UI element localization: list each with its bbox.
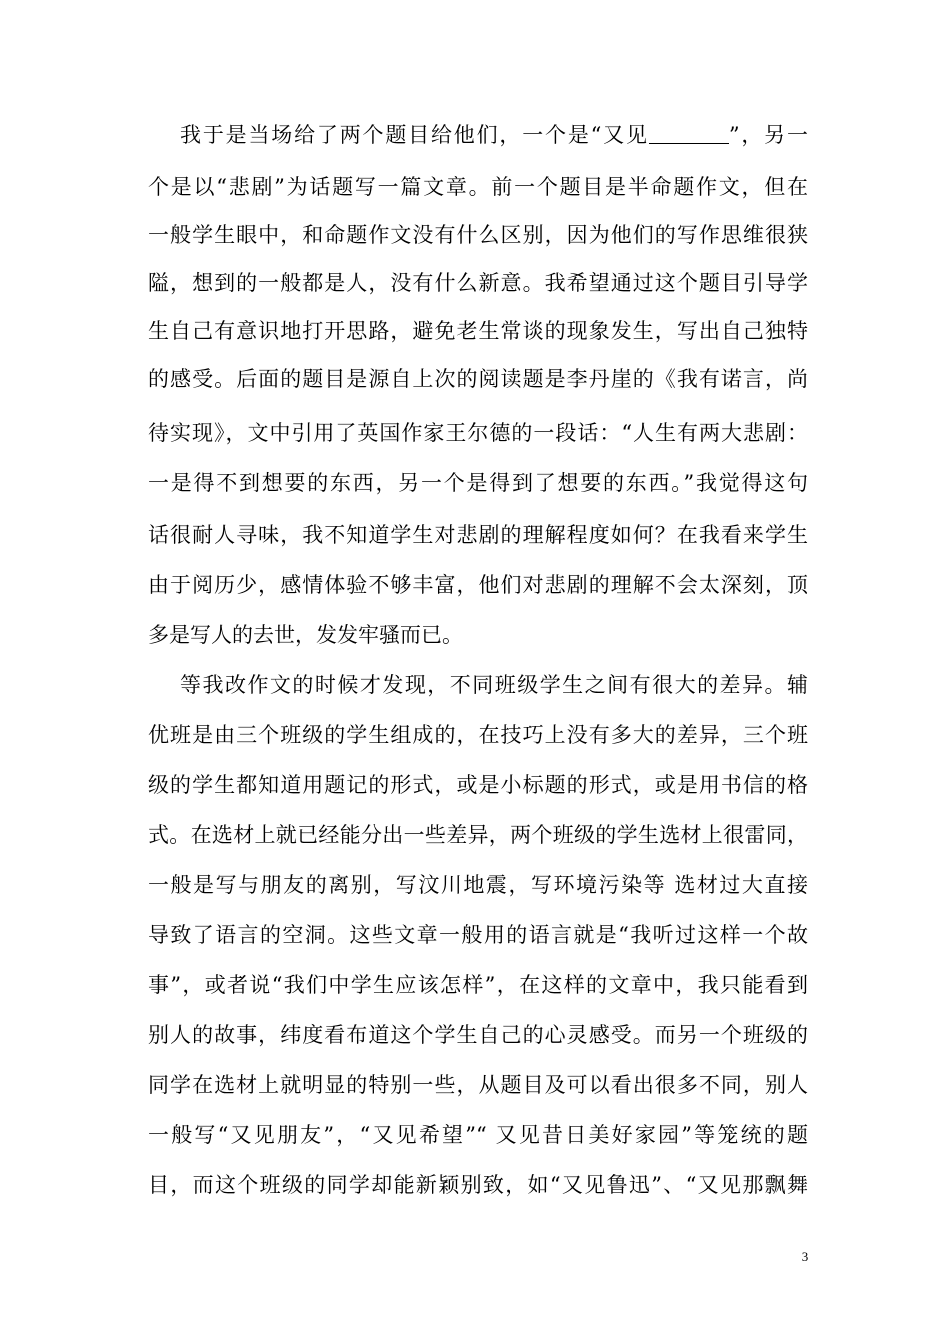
paragraph-1-line-11: 多是写人的去世，发发牢骚而已。 (148, 623, 463, 647)
text-after-blank: ”，另一 (728, 123, 808, 147)
paragraph-2-line-3: 级的学生都知道用题记的形式，或是小标题的形式，或是用书信的格 (148, 773, 808, 797)
fill-in-blank (649, 125, 729, 144)
paragraph-1-line-5: 生自己有意识地打开思路，避免老生常谈的现象发生，写出自己独特 (148, 319, 808, 343)
paragraph-2-line-6: 导致了语言的空洞。这些文章一般用的语言就是“我听过这样一个故 (148, 923, 808, 947)
paragraph-1-line-1 (180, 120, 808, 150)
paragraph-1-line-7: 待实现》，文中引用了英国作家王尔德的一段话：“人生有两大悲剧： (148, 421, 808, 445)
text-before-blank: 我于是当场给了两个题目给他们，一个是“又见 (180, 123, 649, 147)
page-number: 3 (801, 1249, 809, 1264)
paragraph-1-line-6: 的感受。后面的题目是源自上次的阅读题是李丹崖的《我有诺言，尚 (148, 367, 808, 391)
paragraph-2-line-8: 别人的故事，纬度看布道这个学生自己的心灵感受。而另一个班级的 (148, 1023, 808, 1047)
paragraph-1-line-4: 隘，想到的一般都是人，没有什么新意。我希望通过这个题目引导学 (148, 271, 808, 295)
paragraph-2-line-2: 优班是由三个班级的学生组成的，在技巧上没有多大的差异，三个班 (148, 723, 808, 747)
paragraph-2-line-7: 事”，或者说“我们中学生应该怎样”，在这样的文章中，我只能看到 (148, 973, 808, 997)
paragraph-1-line-3: 一般学生眼中，和命题作文没有什么区别，因为他们的写作思维很狭 (148, 223, 808, 247)
paragraph-1-line-8: 一是得不到想要的东西，另一个是得到了想要的东西。”我觉得这句 (148, 471, 808, 495)
paragraph-2-line-4: 式。在选材上就已经能分出一些差异，两个班级的学生选材上很雷同， (148, 823, 808, 847)
paragraph-1-line-10: 由于阅历少，感情体验不够丰富，他们对悲剧的理解不会太深刻，顶 (148, 573, 808, 597)
paragraph-1-line-9: 话很耐人寻味，我不知道学生对悲剧的理解程度如何？在我看来学生 (148, 523, 808, 547)
paragraph-2-line-10: 一般写“又见朋友”，“又见希望”“ 又见昔日美好家园”等笼统的题 (148, 1123, 808, 1147)
paragraph-2-line-9: 同学在选材上就明显的特别一些，从题目及可以看出很多不同，别人 (148, 1073, 808, 1097)
paragraph-2-line-11: 目，而这个班级的同学却能新颖别致，如“又见鲁迅”、“又见那飘舞 (148, 1173, 808, 1197)
paragraph-2-line-1: 等我改作文的时候才发现，不同班级学生之间有很大的差异。辅 (180, 673, 808, 697)
paragraph-2-line-5: 一般是写与朋友的离别，写汶川地震，写环境污染等 选材过大直接 (148, 873, 808, 897)
paragraph-1-line-2: 个是以“悲剧”为话题写一篇文章。前一个题目是半命题作文，但在 (148, 175, 808, 199)
